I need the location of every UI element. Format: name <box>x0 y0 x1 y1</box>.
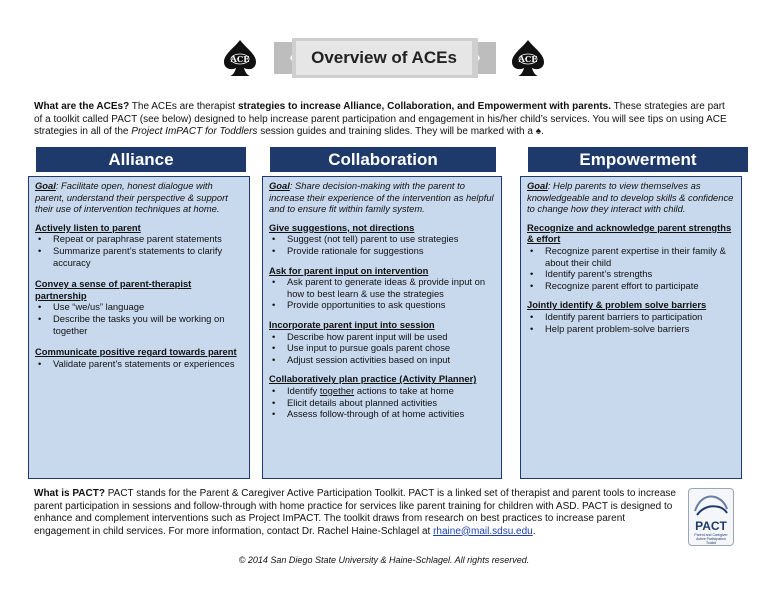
list-item: • Repeat or paraphrase parent statements <box>35 233 243 245</box>
alliance-header: Alliance <box>36 147 246 172</box>
list-item: • Recognize parent expertise in their family & about their child <box>527 245 735 268</box>
list-item: • Validate parent’s statements or experiences <box>35 358 243 370</box>
alliance-goal <box>35 180 243 215</box>
email-link[interactable]: rhaine@mail.sdsu.edu <box>433 525 533 537</box>
collaboration-goal <box>269 180 495 215</box>
page-header <box>222 36 548 82</box>
goal-text: : Help parents to view themselves as knowledgeable and to develop skills & confidence to change how they interact with child. <box>527 180 734 215</box>
item-text: actions to take at home <box>354 384 454 396</box>
logo-label: PACT <box>695 519 727 533</box>
intro-bold: strategies to increase Alliance, Collaboration, and Empowerment with parents. <box>237 101 612 112</box>
item-text: Identify <box>287 384 320 396</box>
list-item: • Provide rationale for suggestions <box>269 245 495 257</box>
hands-icon <box>689 489 733 519</box>
item-underlined: together <box>319 384 355 396</box>
bullet-list <box>35 233 243 268</box>
bullet-list <box>527 245 735 291</box>
list-item: • Use “we/us” language <box>35 301 243 313</box>
bullet-list <box>527 311 735 334</box>
collaboration-box <box>262 176 502 479</box>
intro-text: The ACEs are therapist <box>129 101 238 112</box>
section-heading: Ask for parent input on intervention <box>269 264 429 276</box>
list-item: • Provide opportunities to ask questions <box>269 299 495 311</box>
section-heading: Incorporate parent input into session <box>269 318 435 330</box>
page-title: Overview of ACEs <box>296 41 472 75</box>
ace-spade-icon <box>510 38 546 78</box>
section-heading: Give suggestions, not directions <box>269 221 415 233</box>
logo-subtitle: Parent and Caregiver Active Participation Toolkit <box>694 533 728 545</box>
list-item: • Recognize parent effort to participate <box>527 280 735 292</box>
section-heading: Jointly identify & problem solve barriers <box>527 299 707 311</box>
list-item: • Identify parent barriers to participation <box>527 311 735 323</box>
intro-text: session guides and training slides. They will be marked with a ♠. <box>257 126 544 137</box>
section-heading: Recognize and acknowledge parent strengths & effort <box>527 221 732 245</box>
alliance-box <box>28 176 250 479</box>
intro-text: These strategies are part of a toolkit called PACT (see below) designed to help increase parent participation and engagement in his/her child’s services. You will see tips on using ACE strategies in all of the <box>34 101 727 137</box>
spade-label: ACE <box>230 54 250 64</box>
list-item: • Help parent problem-solve barriers <box>527 323 735 335</box>
goal-label: Goal <box>35 180 56 191</box>
collaboration-header: Collaboration <box>270 147 496 172</box>
spade-label: ACE <box>518 54 538 64</box>
list-item: • Assess follow-through of at home activities <box>269 408 495 420</box>
intro-paragraph <box>34 101 734 139</box>
list-item: • Elicit details about planned activities <box>269 397 495 409</box>
empowerment-box <box>520 176 742 479</box>
bullet-list <box>269 385 495 420</box>
ace-spade-icon <box>222 38 258 78</box>
goal-label: Goal <box>269 180 290 191</box>
intro-italic: Project ImPACT for Toddlers <box>131 126 258 137</box>
empowerment-header: Empowerment <box>528 147 748 172</box>
intro-question: What are the ACEs? <box>34 101 130 112</box>
bullet-list <box>269 233 495 256</box>
bullet-list <box>35 301 243 336</box>
bullet-list <box>35 358 243 370</box>
copyright: © 2014 San Diego State University & Haine-Schlagel. All rights reserved. <box>238 555 530 565</box>
pact-text: PACT stands for the Parent & Caregiver Active Participation Toolkit. PACT is a linked set of therapist and parent tools to increase parent participation in sessions and follow-through with home practice for services like parent training for children with ASD. PACT is designed to enhance and complement interventions such as Project ImPACT. The toolkit draws from research on best practices to increase parent engagement in child services. For more information, contact Dr. Rachel Haine-Schlagel at <box>34 488 676 537</box>
list-item: • Describe the tasks you will be working on together <box>35 313 243 336</box>
bullet-list <box>269 331 495 366</box>
list-item: • Use input to pursue goals parent chose <box>269 342 495 354</box>
goal-label: Goal <box>527 180 548 191</box>
list-item: • Adjust session activities based on input <box>269 354 495 366</box>
section-heading: Communicate positive regard towards parent <box>35 346 237 358</box>
goal-text: : Facilitate open, honest dialogue with parent, understand their perspective & support their use of intervention techniques at home. <box>35 180 228 215</box>
list-item <box>269 385 495 397</box>
bullet-list <box>269 276 495 311</box>
section-heading: Actively listen to parent <box>35 221 141 233</box>
list-item: • Describe how parent input will be used <box>269 331 495 343</box>
list-item: • Identify parent’s strengths <box>527 268 735 280</box>
goal-text: : Share decision-making with the parent to increase their experience of the intervention as helpful and to ensure fit within family system. <box>269 180 494 215</box>
list-item: • Ask parent to generate ideas & provide input on how to best learn & use the strategies <box>269 276 495 299</box>
pact-question: What is PACT? <box>34 488 105 499</box>
pact-logo <box>688 488 734 546</box>
section-heading: Convey a sense of parent-therapist partnership <box>35 278 192 301</box>
list-item: • Suggest (not tell) parent to use strategies <box>269 233 495 245</box>
pact-paragraph <box>34 488 682 538</box>
list-item: • Summarize parent’s statements to clarify accuracy <box>35 245 243 268</box>
section-heading: Collaboratively plan practice (Activity Planner) <box>269 373 477 385</box>
empowerment-goal <box>527 180 735 215</box>
pact-end: . <box>532 525 536 537</box>
